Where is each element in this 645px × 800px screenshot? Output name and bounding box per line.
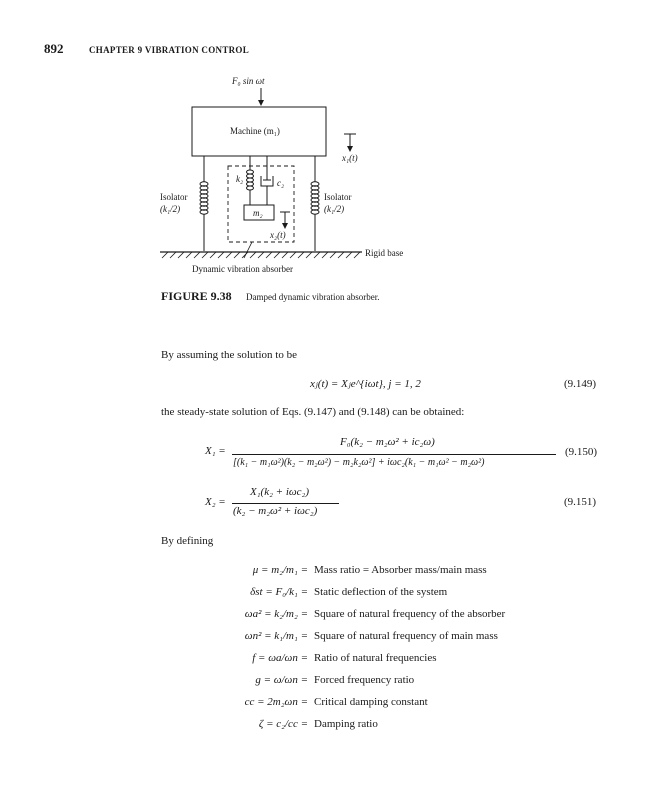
steady-state-text: the steady-state solution of Eqs. (9.147) and (9.148) can be obtained: xyxy=(161,406,465,418)
defining-text: By defining xyxy=(161,535,214,547)
definition-lhs-forced-ratio: g = ω/ωn = xyxy=(255,674,308,686)
m2-label: m₂ xyxy=(253,208,263,218)
k2-label: k₂ xyxy=(236,174,244,184)
right-isolator-stiffness: (k₁/2) xyxy=(324,204,345,214)
rigid-base-label: Rigid base xyxy=(365,248,404,258)
equation-9-151-numerator: X₁(k₂ + iωc₂) xyxy=(250,486,310,498)
force-label: F₀ sin ωt xyxy=(232,76,265,86)
intro-text: By assuming the solution to be xyxy=(161,349,297,361)
definition-rhs-mass-ratio: Mass ratio = Absorber mass/main mass xyxy=(314,564,487,576)
definition-lhs-main-frequency: ωn² = k₁/m₁ = xyxy=(244,630,308,642)
equation-9-150-number: (9.150) xyxy=(565,446,598,458)
absorber-pointer-line xyxy=(244,242,252,258)
definition-rhs-absorber-frequency: Square of natural frequency of the absorber xyxy=(314,608,506,620)
equation-9-149: xⱼ(t) = Xⱼe^{iωt}, j = 1, 2 xyxy=(310,378,421,390)
c2-label: c₂ xyxy=(277,178,285,188)
left-isolator-name: Isolator xyxy=(160,192,188,202)
left-isolator-spring xyxy=(200,182,208,214)
x1-arrow-head xyxy=(347,146,353,152)
equation-9-149-number: (9.149) xyxy=(564,378,597,390)
definition-lhs-static-deflection: δst = F₀/k₁ = xyxy=(250,586,308,598)
equation-9-150-denominator: [(k₁ − m₁ω²)(k₂ − m₂ω²) − m₂k₂ω²] + iωc₂(k₁ − m₁ω² − m₂ω²) xyxy=(233,457,485,468)
absorber-figure xyxy=(140,70,420,280)
definition-lhs-mass-ratio: μ = m₂/m₁ = xyxy=(252,564,308,576)
absorber-label: Dynamic vibration absorber xyxy=(192,264,293,274)
definition-lhs-frequency-ratio: f = ωa/ωn = xyxy=(252,652,308,664)
absorber-spring xyxy=(247,170,254,190)
definition-lhs-absorber-frequency: ωa² = k₂/m₂ = xyxy=(244,608,308,620)
x2-label: x₂(t) xyxy=(270,230,286,240)
definition-lhs-damping-ratio: ζ = c₂/cc = xyxy=(258,718,308,730)
definition-rhs-frequency-ratio: Ratio of natural frequencies xyxy=(314,652,437,664)
definition-rhs-damping-ratio: Damping ratio xyxy=(314,718,378,730)
definition-rhs-main-frequency: Square of natural frequency of main mass xyxy=(314,630,498,642)
rigid-base-hatching xyxy=(162,252,360,258)
figure-caption-text: Damped dynamic vibration absorber. xyxy=(246,292,380,302)
machine-label: Machine (m₁) xyxy=(230,126,280,136)
page-number: 892 xyxy=(44,41,64,56)
definition-rhs-static-deflection: Static deflection of the system xyxy=(314,586,448,598)
equation-9-150-lhs: X₁ = xyxy=(205,445,226,457)
force-arrow-head xyxy=(258,100,264,106)
definition-rhs-critical-damping: Critical damping constant xyxy=(314,696,428,708)
chapter-title: CHAPTER 9 VIBRATION CONTROL xyxy=(89,45,250,55)
x2-arrow-head xyxy=(282,223,288,229)
equation-9-151-number: (9.151) xyxy=(564,496,597,508)
equation-9-151-lhs: X₂ = xyxy=(205,496,226,508)
right-isolator-name: Isolator xyxy=(324,192,352,202)
left-isolator-stiffness: (k₁/2) xyxy=(160,204,181,214)
figure-caption-number: FIGURE 9.38 xyxy=(161,289,232,303)
right-isolator-spring xyxy=(311,182,319,214)
equation-9-151-fraction-bar xyxy=(232,503,339,504)
equation-9-150-numerator: F₀(k₂ − m₂ω² + ic₂ω) xyxy=(340,436,435,448)
equation-9-151-denominator: (k₂ − m₂ω² + iωc₂) xyxy=(233,505,318,517)
x1-label: x₁(t) xyxy=(342,153,358,163)
equation-9-150-fraction-bar xyxy=(232,454,556,455)
definition-rhs-forced-ratio: Forced frequency ratio xyxy=(314,674,415,686)
definition-lhs-critical-damping: cc = 2m₂ωn = xyxy=(244,696,308,708)
